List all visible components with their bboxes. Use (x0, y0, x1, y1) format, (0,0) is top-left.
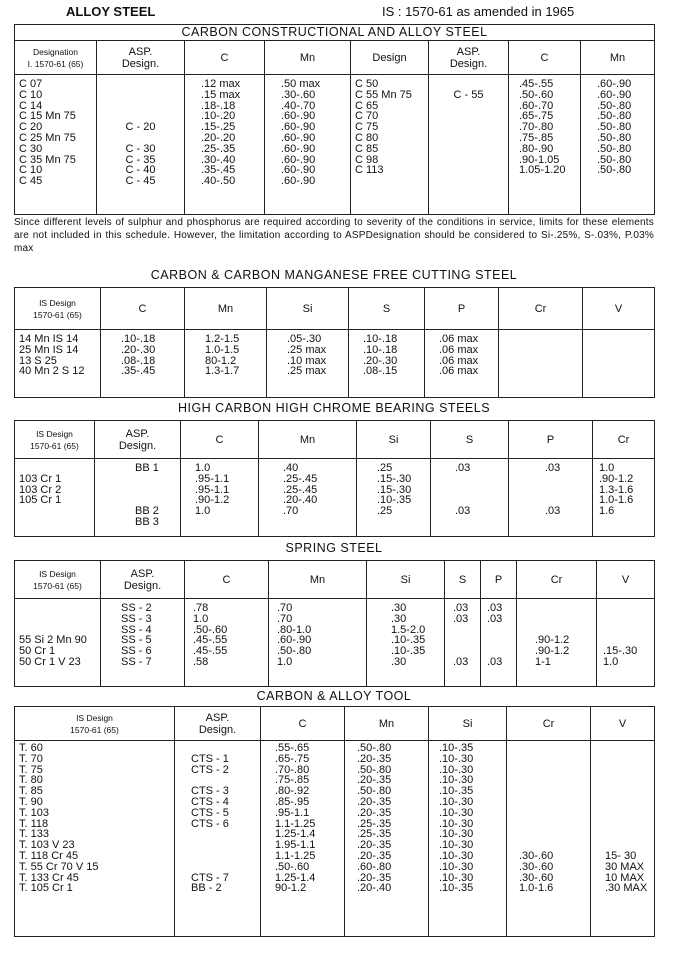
data-column: .03 .03 .03 (481, 599, 517, 687)
data-column: 14 Mn IS 14 25 Mn IS 14 13 S 25 40 Mn 2 S 12 (15, 330, 101, 398)
col-header: Cr (517, 561, 597, 599)
data-column: CTS - 1 CTS - 2 CTS - 3 CTS - 4 CTS - 5 CTS - 6 CTS - 7 BB - 2 (175, 741, 261, 937)
page-header-left: ALLOY STEEL (66, 4, 156, 19)
data-column: .30-.60 .30-.60 .30-.60 1.0-1.6 (507, 741, 591, 937)
data-column: .10-.18 .20-.30 .08-.18 .35-.45 (101, 330, 185, 398)
col-header: P (425, 288, 499, 330)
carbon-constructional-table (14, 24, 655, 215)
data-column: C 07 C 10 C 14 C 15 Mn 75 C 20 C 25 Mn 75 C 30 C 35 Mn 75 C 10 C 45 (15, 75, 97, 215)
col-header: Cr (499, 288, 583, 330)
data-column: C - 20 C - 30 C - 35 C - 40 C - 45 (97, 75, 185, 215)
data-column: 55 Si 2 Mn 90 50 Cr 1 50 Cr 1 V 23 (15, 599, 101, 687)
col-header: Mn (269, 561, 367, 599)
col-header: ASP. Design. (97, 41, 185, 75)
data-column: .45-.55 .50-.60 .60-.70 .65-.75 .70-.80 .75-.85 .80-.90 .90-1.05 1.05-1.20 (509, 75, 581, 215)
col-header: ASP. Design. (175, 707, 261, 741)
col-header: V (597, 561, 655, 599)
col-header: Si (357, 421, 431, 459)
free-cutting-steel-table (14, 287, 655, 398)
col-header: Si (367, 561, 445, 599)
data-column: .70 .70 .80-1.0 .60-.90 .50-.80 1.0 (269, 599, 367, 687)
data-column: .12 max .15 max .18-.18 .10-.20 .15-.25 .20-.20 .25-.35 .30-.40 .35-.45 .40-.50 (185, 75, 265, 215)
col-header: IS Design 1570-61 (65) (15, 561, 101, 599)
section-title: SPRING STEEL (285, 541, 383, 555)
col-header: S (445, 561, 481, 599)
col-header: Cr (507, 707, 591, 741)
col-header: P (481, 561, 517, 599)
carbon-alloy-tool-table (14, 706, 655, 937)
col-header: Mn (259, 421, 357, 459)
spring-steel-table (14, 560, 655, 687)
col-header: V (583, 288, 655, 330)
data-column: .40 .25-.45 .25-.45 .20-.40 .70 (259, 459, 357, 537)
data-column: .55-.65 .65-.75 .70-.80 .75-.85 .80-.92 .85-.95 .95-1.1 1.1-1.25 1.25-1.4 1.95-1.1 1.1-1.25 .50-.60 1.25-1.4 90-1.2 (261, 741, 345, 937)
section-title: HIGH CARBON HIGH CHROME BEARING STEELS (177, 401, 491, 415)
col-header: Mn (581, 41, 655, 75)
section-title: CARBON & CARBON MANGANESE FREE CUTTING STEEL (150, 268, 518, 282)
col-header: S (431, 421, 509, 459)
col-header: Mn (265, 41, 351, 75)
col-header: V (591, 707, 655, 741)
data-column: .05-.30 .25 max .10 max .25 max (267, 330, 349, 398)
col-header: Designation I. 1570-61 (65) (15, 41, 97, 75)
col-header: Si (429, 707, 507, 741)
data-column: .30 .30 1.5-2.0 .10-.35 .10-.35 .30 (367, 599, 445, 687)
data-column: .10-.18 .10-.18 .20-.30 .08-.15 (349, 330, 425, 398)
page-header-right: IS : 1570-61 as amended in 1965 (382, 4, 575, 19)
col-header: C (261, 707, 345, 741)
data-column: .78 1.0 .50-.60 .45-.55 .45-.55 .58 (185, 599, 269, 687)
col-header: C (185, 41, 265, 75)
col-header: ASP. Design. (95, 421, 181, 459)
data-column: .90-1.2 .90-1.2 1-1 (517, 599, 597, 687)
data-column: .10-.35 .10-.30 .10-.30 .10-.30 .10-.35 .10-.30 .10-.30 .10-.30 .10-.30 .10-.30 .10-.30 .10-.30 .10-.30 .10-.35 (429, 741, 507, 937)
data-column: .03 .03 (431, 459, 509, 537)
data-column: 1.0 .90-1.2 1.3-1.6 1.0-1.6 1.6 (593, 459, 655, 537)
section-title: CARBON & ALLOY TOOL (256, 689, 412, 703)
col-header: Mn (185, 288, 267, 330)
data-column: BB 1 BB 2 BB 3 (95, 459, 181, 537)
col-header: ASP. Design. (429, 41, 509, 75)
bearing-steels-table (14, 420, 655, 537)
data-column: .60-.90 .60-.90 .50-.80 .50-.80 .50-.80 .50-.80 .50-.80 .50-.80 .50-.80 (581, 75, 655, 215)
col-header: IS Design 1570-61 (65) (15, 288, 101, 330)
col-header: IS Design 1570-61 (65) (15, 707, 175, 741)
col-header: Mn (345, 707, 429, 741)
data-column: .03 .03 (509, 459, 593, 537)
data-column: 15- 30 30 MAX 10 MAX .30 MAX (591, 741, 655, 937)
data-column: .50-.80 .20-.35 .50-.80 .20-.35 .50-.80 .20-.35 .20-.35 .25-.35 .25-.35 .20-.35 .20-.35 .60-.80 .20-.35 .20-.40 (345, 741, 429, 937)
col-header: C (509, 41, 581, 75)
col-header: S (349, 288, 425, 330)
data-column: .50 max .30-.60 .40-.70 .60-.90 .60-.90 .60-.90 .60-.90 .60-.90 .60-.90 .60-.90 (265, 75, 351, 215)
data-column: SS - 2 SS - 3 SS - 4 SS - 5 SS - 6 SS - 7 (101, 599, 185, 687)
col-header: P (509, 421, 593, 459)
data-column (499, 330, 583, 398)
col-header: Design (351, 41, 429, 75)
data-column: .25 .15-.30 .15-.30 .10-.35 .25 (357, 459, 431, 537)
data-column: T. 60 T. 70 T. 75 T. 80 T. 85 T. 90 T. 103 T. 118 T. 133 T. 103 V 23 T. 118 Cr 45 T. 55 Cr 70 V 15 T. 133 Cr 45 T. 105 Cr 1 (15, 741, 175, 937)
col-header: IS Design 1570-61 (65) (15, 421, 95, 459)
col-header: C (181, 421, 259, 459)
data-column: .15-.30 1.0 (597, 599, 655, 687)
note-text: Since different levels of sulphur and phosphorus are required according to severity of the conditions in service, limits for these elements are not included in this schedule. However, the limitation according to ASPDesignation should be considered to Si-.25%, S-.03%, P.03% max (14, 217, 654, 254)
data-column: .06 max .06 max .06 max .06 max (425, 330, 499, 398)
data-column: 1.0 .95-1.1 .95-1.1 .90-1.2 1.0 (181, 459, 259, 537)
col-header: Si (267, 288, 349, 330)
data-column: 103 Cr 1 103 Cr 2 105 Cr 1 (15, 459, 95, 537)
table-title: CARBON CONSTRUCTIONAL AND ALLOY STEEL (15, 25, 655, 41)
data-column: C 50 C 55 Mn 75 C 65 C 70 C 75 C 80 C 85 C 98 C 113 (351, 75, 429, 215)
col-header: C (101, 288, 185, 330)
col-header: C (185, 561, 269, 599)
data-column: C - 55 (429, 75, 509, 215)
data-column: 1.2-1.5 1.0-1.5 80-1.2 1.3-1.7 (185, 330, 267, 398)
col-header: ASP. Design. (101, 561, 185, 599)
data-column: .03 .03 .03 (445, 599, 481, 687)
data-column (583, 330, 655, 398)
col-header: Cr (593, 421, 655, 459)
